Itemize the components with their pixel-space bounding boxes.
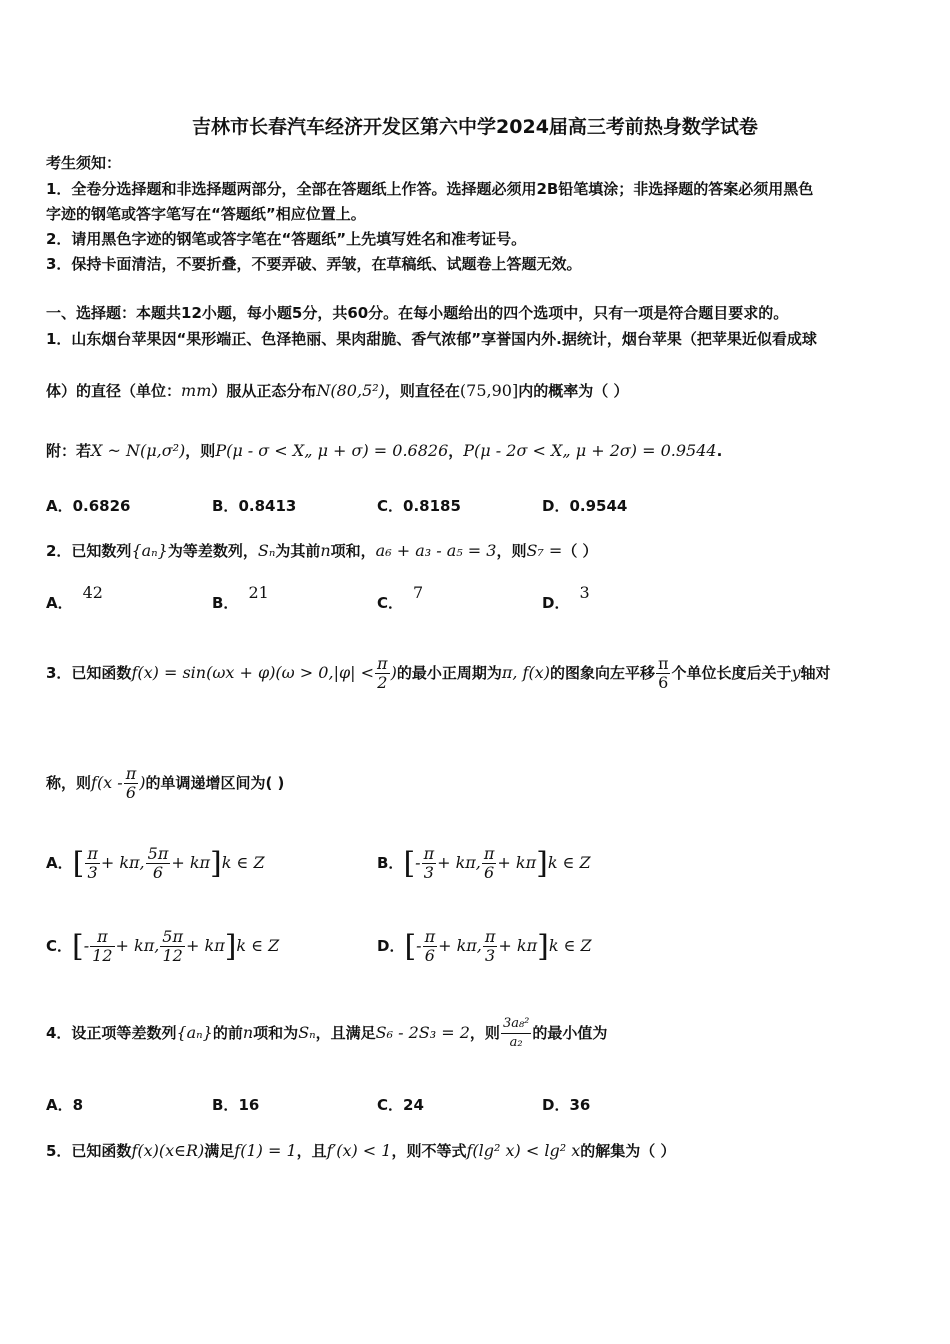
- option-label: C．: [377, 594, 404, 612]
- q2-sequence: {aₙ}: [131, 541, 168, 560]
- bracket-open: [: [72, 846, 85, 881]
- q5-text-e: 的解集为（ ）: [580, 1142, 676, 1160]
- q3-y: y: [791, 663, 801, 682]
- option-label: A．: [46, 854, 73, 872]
- notice-item-1-cont: 字迹的钢笔或答字笔写在“答题纸”相应位置上。: [46, 205, 366, 223]
- bracket-close: ]: [210, 846, 222, 881]
- q2-option-b[interactable]: [212, 583, 269, 613]
- frac-1: $\frac{\pi}{3}$: [423, 844, 435, 882]
- mid: + kπ,: [115, 936, 160, 955]
- q3-close-2: ): [139, 773, 146, 792]
- q3-text-g: 的单调递增区间为( ): [145, 774, 285, 792]
- q1-note-dist: X ~ N(μ,σ²): [91, 441, 186, 460]
- bracket-close: ]: [536, 846, 548, 881]
- q2-text-f: （ ）: [562, 542, 598, 560]
- bracket-close: ]: [537, 929, 549, 964]
- q5-text-a: 5．已知函数: [46, 1142, 132, 1160]
- q2-text-b: 为等差数列，: [167, 542, 258, 560]
- q5-text-c: ，且: [296, 1142, 327, 1160]
- frac-2: $\frac{5\pi}{6}$: [147, 844, 169, 882]
- q4-text-b: 的前: [212, 1024, 243, 1042]
- option-label: D．: [542, 1096, 570, 1114]
- option-label: D．: [542, 594, 570, 612]
- option-text: 0.6826: [72, 497, 131, 515]
- tail: + kπ: [186, 936, 225, 955]
- q2-sn: Sₙ: [257, 541, 276, 560]
- q5-text-d: ，则不等式: [391, 1142, 467, 1160]
- notice-item-1: 1．全卷分选择题和非选择题两部分，全部在答题纸上作答。选择题必须用2B铅笔填涂；非选择题的答案必须用黑色: [46, 180, 814, 198]
- q5-derivative: f′(x) < 1: [326, 1141, 392, 1160]
- q3-option-b[interactable]: [377, 845, 591, 882]
- q1-note-sep: ，: [448, 442, 464, 460]
- tail: + kπ: [497, 853, 537, 872]
- q3-pi-over-2: $\frac{\pi}{2}$: [377, 654, 388, 692]
- bracket-open: [: [72, 929, 84, 964]
- frac-1: $\frac{\pi}{12}$: [92, 927, 113, 965]
- q1-note-a: 附：若: [46, 442, 92, 460]
- option-label: A．: [46, 497, 73, 515]
- q2-text-c: 为其前: [275, 542, 321, 560]
- q1-option-b[interactable]: [212, 495, 296, 516]
- option-label: C．: [377, 497, 404, 515]
- q1-note-b: ，则: [185, 442, 216, 460]
- q4-sequence: {aₙ}: [176, 1023, 213, 1042]
- q4-text-d: ，且满足: [315, 1024, 376, 1042]
- option-label: A．: [46, 1096, 73, 1114]
- q1-unit: mm: [181, 381, 212, 400]
- option-text: 3: [579, 583, 590, 602]
- q4-equation: S₆ - 2S₃ = 2: [375, 1023, 470, 1042]
- sign: -: [83, 936, 90, 955]
- option-label: D．: [542, 497, 570, 515]
- sign: -: [416, 936, 422, 955]
- bracket-close: ]: [224, 929, 237, 964]
- notice-item-3: 3．保持卡面清洁，不要折叠，不要弄破、弄皱，在草稿纸、试题卷上答题无效。: [46, 255, 582, 273]
- sign: -: [415, 853, 421, 872]
- q3-function: f(x) = sin(ωx + φ)(ω > 0,|φ| <: [131, 663, 375, 682]
- page-title: 吉林市长春汽车经济开发区第六中学2024届高三考前热身数学试卷: [192, 116, 758, 138]
- q4-text-f: 的最小值为: [532, 1024, 608, 1042]
- q1-text-d: 内的概率为（ ）: [518, 382, 629, 400]
- q2-text-d: 项和，: [330, 542, 376, 560]
- q4-text-a: 4．设正项等差数列: [46, 1024, 177, 1042]
- frac-2: $\frac{\pi}{6}$: [483, 844, 495, 882]
- q2-option-c[interactable]: [377, 583, 424, 613]
- q1-prob-2: P(μ - 2σ < X„ μ + 2σ) = 0.9544: [463, 441, 717, 460]
- set: k ∈ Z: [236, 936, 280, 955]
- option-label: A．: [46, 594, 73, 612]
- q5-function: f(x)(x∈R): [131, 1141, 205, 1160]
- q2-option-d[interactable]: [542, 583, 590, 613]
- q3-shift-frac: $\frac{\pi}{6}$: [125, 764, 137, 802]
- option-text: 24: [403, 1096, 424, 1114]
- bracket-open: [: [403, 846, 416, 881]
- q4-text-c: 项和为: [253, 1024, 299, 1042]
- q4-stem: [46, 1015, 607, 1052]
- frac-2: $\frac{\pi}{3}$: [484, 927, 496, 965]
- q3-text-b: 的最小正周期为: [396, 664, 502, 682]
- frac-1: $\frac{\pi}{6}$: [424, 927, 436, 965]
- frac-1: $\frac{\pi}{3}$: [87, 844, 98, 882]
- q1-note-end: .: [716, 442, 723, 460]
- mid: + kπ,: [438, 936, 482, 955]
- q4-option-b[interactable]: [212, 1094, 259, 1115]
- notice-item-2: 2．请用黑色字迹的钢笔或答字笔在“答题纸”上先填写姓名和准考证号。: [46, 230, 527, 248]
- q4-text-e: ，则: [469, 1024, 500, 1042]
- q3-text-f: 称，则: [46, 774, 92, 792]
- q1-line2: [46, 380, 628, 401]
- q3-option-c[interactable]: [46, 928, 279, 965]
- q5-inequality: f(lg² x) < lg² x: [466, 1141, 581, 1160]
- q1-text-c: ，则直径在: [384, 382, 460, 400]
- q4-sn: Sₙ: [298, 1023, 316, 1042]
- q2-s7: S₇ =: [526, 541, 563, 560]
- q3-text-e: 轴对: [800, 664, 831, 682]
- option-text: 21: [248, 583, 269, 602]
- set: k ∈ Z: [547, 853, 591, 872]
- q1-distribution: N(80,5²): [316, 381, 385, 400]
- option-text: 0.9544: [569, 497, 628, 515]
- q2-equation: a₆ + a₃ - a₅ = 3: [375, 541, 497, 560]
- q3-period: π, f(x): [501, 663, 550, 682]
- q3-shifted-function: f(x -: [91, 773, 123, 792]
- notice-heading: 考生须知：: [46, 154, 122, 172]
- q1-text-a: 体）的直径（单位：: [46, 382, 182, 400]
- set: k ∈ Z: [221, 853, 265, 872]
- q1-line1: 1．山东烟台苹果因“果形端正、色泽艳丽、果肉甜脆、香气浓郁”享誉国内外.据统计，烟台苹果（把苹果近似看成球: [46, 330, 817, 348]
- q4-option-d[interactable]: [542, 1094, 590, 1115]
- option-text: 7: [413, 583, 424, 602]
- q1-option-c[interactable]: [377, 495, 461, 516]
- section-heading: 一、选择题：本题共12小题，每小题5分，共60分。在每小题给出的四个选项中，只有一项是符合题目要求的。: [46, 304, 789, 322]
- option-text: 16: [238, 1096, 260, 1114]
- set: k ∈ Z: [548, 936, 592, 955]
- option-text: 42: [82, 583, 103, 602]
- option-label: B．: [212, 594, 239, 612]
- q3-option-d[interactable]: [377, 928, 592, 965]
- q2-text-a: 2．已知数列: [46, 542, 132, 560]
- q3-text-a: 3．已知函数: [46, 664, 132, 682]
- option-label: B．: [212, 497, 239, 515]
- q3-stem-line1: [46, 655, 831, 692]
- q1-option-a[interactable]: [46, 495, 131, 516]
- mid: + kπ,: [100, 853, 145, 872]
- option-text: 8: [72, 1096, 84, 1114]
- q3-stem-line2: [46, 765, 284, 802]
- q2-option-a[interactable]: [46, 583, 103, 613]
- q3-text-d: 个单位长度后关于: [671, 664, 792, 682]
- q4-option-a[interactable]: [46, 1094, 83, 1115]
- q3-text-c: 的图象向左平移: [549, 664, 655, 682]
- option-text: 0.8185: [403, 497, 461, 515]
- tail: + kπ: [498, 936, 538, 955]
- q5-stem: [46, 1140, 675, 1161]
- q5-f1: f(1) = 1: [234, 1141, 297, 1160]
- option-label: C．: [377, 1096, 404, 1114]
- frac-2: $\frac{5\pi}{12}$: [162, 927, 183, 965]
- option-text: 36: [569, 1096, 591, 1114]
- option-label: D．: [377, 937, 405, 955]
- mid: + kπ,: [437, 853, 481, 872]
- q3-pi-over-6: $\frac{\pi}{6}$: [657, 654, 669, 692]
- option-label: B．: [377, 854, 404, 872]
- q4-n: n: [242, 1023, 254, 1042]
- bracket-open: [: [404, 929, 417, 964]
- tail: + kπ: [171, 853, 211, 872]
- option-text: 0.8413: [238, 497, 297, 515]
- q3-option-a[interactable]: [46, 845, 265, 882]
- q1-interval: (75,90]: [459, 381, 519, 400]
- q2-n: n: [320, 541, 331, 560]
- q1-text-b: ）服从正态分布: [211, 382, 317, 400]
- q2-stem: [46, 540, 598, 561]
- option-label: B．: [212, 1096, 239, 1114]
- option-label: C．: [46, 937, 73, 955]
- q4-option-c[interactable]: [377, 1094, 424, 1115]
- q4-fraction: $\frac{\text{3a₈²}}{\text{a₂}}$: [502, 1016, 530, 1050]
- q2-text-e: ，则: [496, 542, 527, 560]
- q5-text-b: 满足: [204, 1142, 235, 1160]
- q1-option-d[interactable]: [542, 495, 627, 516]
- q1-note: [46, 440, 722, 461]
- q3-close: ): [390, 663, 397, 682]
- q1-prob-1: P(μ - σ < X„ μ + σ) = 0.6826: [215, 441, 449, 460]
